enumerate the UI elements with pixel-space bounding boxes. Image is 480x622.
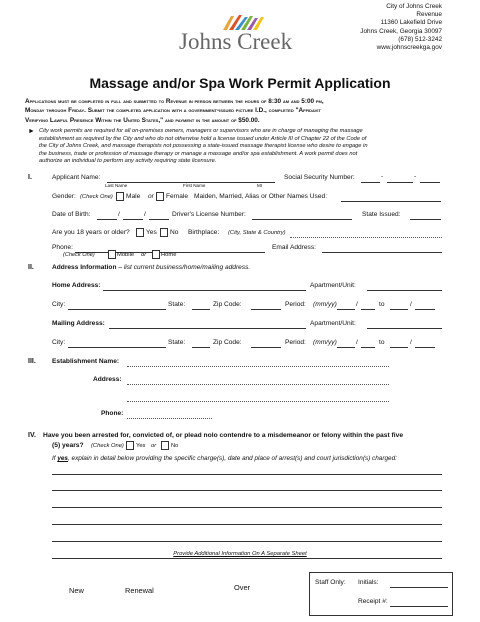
ssn-part1-field[interactable]	[361, 182, 380, 183]
section-number: IV.	[28, 432, 36, 439]
male-label: Male	[126, 193, 141, 200]
intro-line: Monday through Friday. Submit the completed application with a government-issued picture I.D., completed "Affidavit	[25, 107, 321, 115]
slash: /	[410, 339, 412, 346]
explain-line-3[interactable]	[52, 507, 442, 508]
establishment-address-label: Address:	[93, 376, 122, 383]
arrest-question: Have you been arrested for, convicted of, or plead nolo contendre to a misdemeanor or felony within the past five	[43, 432, 404, 439]
explain-line-4[interactable]	[52, 524, 442, 525]
address-info-hint: – list current business/home/mailing address.	[116, 264, 251, 271]
mailing-address-label: Mailing Address:	[52, 320, 105, 327]
last-name-caption: Last Name	[105, 183, 128, 188]
home-from-month-field[interactable]	[337, 309, 355, 310]
additional-info-note: Provide Additional Information On A Separate Sheet	[173, 551, 307, 557]
mailing-state-field[interactable]	[192, 347, 210, 348]
receipt-label: Receipt #:	[358, 598, 388, 605]
agency-line: Johns Creek, Georgia 30097	[360, 27, 442, 35]
agency-line: City of Johns Creek	[386, 3, 442, 10]
home-to-year-field[interactable]	[415, 309, 435, 310]
ssn-part3-field[interactable]	[420, 182, 440, 183]
mailing-from-year-field[interactable]	[361, 347, 375, 348]
or-label: or	[148, 193, 154, 200]
male-checkbox[interactable]	[116, 192, 124, 201]
home-address-field[interactable]	[103, 290, 306, 291]
notice-line: the City of Johns Creek, and massage therapists not possessing a state-issued massage therapist license who desire to engage in	[39, 143, 368, 150]
new-option: New	[69, 586, 84, 595]
receipt-field[interactable]	[390, 606, 448, 607]
age-no-checkbox[interactable]	[160, 228, 168, 237]
address-info-title: Address Information	[52, 264, 117, 271]
maiden-names-field[interactable]	[341, 201, 441, 202]
slash: /	[356, 339, 358, 346]
establishment-name-label: Establishment Name:	[52, 358, 120, 365]
staff-only-label: Staff Only:	[315, 579, 346, 586]
dob-day-field[interactable]	[123, 219, 143, 220]
maiden-names-label: Maiden, Married, Alias or Other Names Used:	[194, 193, 328, 200]
state-issued-label: State Issued:	[362, 211, 401, 218]
notice-line: City work permits are required for all on-premises owners, managers or supervisors who are in charge of managing the massage	[39, 128, 363, 134]
mailing-zip-field[interactable]	[251, 347, 281, 348]
birthplace-label: Birthplace:	[188, 229, 220, 236]
female-checkbox[interactable]	[156, 192, 164, 201]
mailing-state-label: State:	[168, 339, 186, 346]
state-issued-field[interactable]	[410, 219, 441, 220]
mailing-city-field[interactable]	[68, 347, 166, 348]
age-no-label: No	[170, 229, 179, 236]
email-label: Email Address:	[272, 244, 316, 251]
gender-check-one: (Check One)	[80, 194, 113, 200]
city-logo	[179, 14, 299, 54]
logo-text: Johns Creek	[179, 29, 293, 54]
phone-check-one: (Check One)	[63, 252, 95, 258]
agency-line: Revenue	[416, 11, 442, 19]
home-zip-field[interactable]	[251, 309, 281, 310]
mailing-from-month-field[interactable]	[337, 347, 355, 348]
home-state-label: State:	[168, 301, 186, 308]
home-address-label: Home Address:	[52, 282, 101, 289]
mailing-period-label: Period:	[285, 339, 306, 346]
intro-line: Applications must be completed in full and submitted to Revenue in person between the hours of 8:30 am and 5:00 pm,	[25, 98, 324, 105]
establishment-address-field[interactable]	[127, 384, 389, 385]
mi-caption: MI	[257, 183, 263, 188]
notice-bullet-icon: ►	[28, 128, 35, 135]
slash: /	[356, 301, 358, 308]
home-to-month-field[interactable]	[390, 309, 408, 310]
home-apt-label: Apartment/Unit:	[310, 282, 356, 289]
renewal-option: Renewal	[125, 586, 154, 595]
birthplace-hint: (City, State & Country)	[228, 230, 286, 236]
home-city-label: City:	[52, 301, 66, 308]
mailing-apt-field[interactable]	[367, 328, 442, 329]
intro	[25, 97, 324, 125]
ssn-separator: -	[381, 173, 384, 180]
home-period-label: Period:	[285, 301, 306, 308]
dob-year-field[interactable]	[149, 219, 169, 220]
page-title: Massage and/or Spa Work Permit Application	[89, 75, 391, 91]
explain-yes: yes	[57, 455, 68, 462]
email-field[interactable]	[322, 252, 442, 253]
ssn-label: Social Security Number:	[284, 174, 355, 181]
intro-line: Verifying Lawful Presence Within the United States," and payment in the amount of $50.00.	[25, 116, 260, 124]
establishment-phone-field[interactable]	[127, 418, 212, 419]
explain-line-2[interactable]	[52, 490, 442, 491]
arrest-question-cont: (5) years?	[52, 442, 84, 449]
notice-line: the business, trade or profession of massage therapy or manage a massage and/or spa establishment. A work permit does not	[39, 150, 358, 157]
drivers-license-field[interactable]	[252, 219, 352, 220]
notice	[39, 128, 367, 166]
address-info-heading	[52, 264, 250, 271]
section-number: II.	[28, 264, 34, 271]
or-label: or	[141, 252, 147, 258]
home-state-field[interactable]	[192, 309, 210, 310]
age-label: Are you 18 years or older?	[52, 229, 130, 236]
dob-label: Date of Birth:	[52, 211, 91, 218]
home-apt-field[interactable]	[367, 290, 442, 291]
slash: /	[410, 301, 412, 308]
ssn-separator: -	[414, 173, 417, 180]
explain-line-5[interactable]	[52, 541, 442, 542]
initials-field[interactable]	[390, 587, 448, 588]
age-yes-checkbox[interactable]	[136, 228, 144, 237]
birthplace-field[interactable]	[290, 237, 442, 238]
explain-instruction	[52, 455, 397, 462]
age-yes-label: Yes	[146, 229, 157, 236]
mobile-label: Mobile	[117, 252, 135, 258]
mailing-to-month-field[interactable]	[390, 347, 408, 348]
mailing-city-label: City:	[52, 339, 66, 346]
mailing-to-year-field[interactable]	[415, 347, 435, 348]
mailing-mmyy-hint: (mm/yy)	[313, 339, 337, 346]
dob-slash: /	[144, 211, 146, 218]
establishment-phone-label: Phone:	[101, 410, 124, 417]
explain-prefix: If	[52, 455, 58, 462]
to-label: to	[379, 339, 385, 346]
establishment-name-field[interactable]	[127, 366, 389, 367]
mailing-zip-label: Zip Code:	[213, 339, 242, 346]
home-mmyy-hint: (mm/yy)	[313, 301, 337, 308]
dob-slash: /	[118, 211, 120, 218]
section-number: III.	[28, 358, 36, 365]
ssn-part2-field[interactable]	[387, 182, 413, 183]
explain-line-1[interactable]	[52, 474, 442, 475]
notice-line: authorize an individual to perform any activity requiring state licensure.	[39, 158, 217, 165]
section-number: I.	[28, 174, 32, 181]
mobile-checkbox[interactable]	[108, 250, 116, 259]
female-label: Female	[166, 193, 188, 200]
arrest-no-label: No	[171, 443, 179, 449]
staff-only-box	[309, 572, 453, 616]
applicant-name-label: Applicant Name:	[52, 174, 101, 181]
arrest-yes-checkbox[interactable]	[126, 441, 134, 450]
home-checkbox[interactable]	[152, 250, 160, 259]
arrest-check-one: (Check One)	[91, 443, 124, 449]
mailing-address-field[interactable]	[109, 328, 306, 329]
agency-line: (678) 512-3242	[398, 35, 442, 43]
agency-line: 11360 Lakefield Drive	[380, 19, 442, 27]
home-zip-label: Zip Code:	[213, 301, 242, 308]
home-label: Home	[161, 252, 177, 258]
or-label: or	[151, 443, 157, 449]
explain-rest: , explain in detail below providing the specific charge(s), date and place of arrest(s) and court jurisdiction(s) charged:	[68, 455, 397, 462]
agency-address	[360, 3, 442, 52]
over-label: Over	[234, 583, 251, 592]
establishment-address-line2[interactable]	[127, 401, 389, 402]
gender-label: Gender:	[52, 193, 76, 200]
mailing-apt-label: Apartment/Unit:	[310, 320, 356, 327]
drivers-license-label: Driver's License Number:	[172, 211, 246, 218]
initials-label: Initials:	[358, 579, 379, 586]
notice-line: establishment as required by the City and who do not otherwise hold a license issued under Article III of Chapter 22 of the Code of	[39, 135, 367, 142]
first-name-caption: First Name	[183, 183, 206, 188]
home-from-year-field[interactable]	[361, 309, 375, 310]
to-label: to	[379, 301, 385, 308]
home-city-field[interactable]	[68, 309, 166, 310]
arrest-no-checkbox[interactable]	[161, 441, 169, 450]
explain-line-6[interactable]	[52, 558, 442, 559]
arrest-yes-label: Yes	[136, 443, 146, 449]
agency-line: www.johnscreekga.gov	[376, 44, 442, 52]
phone-label: Phone:	[52, 244, 73, 251]
dob-month-field[interactable]	[97, 219, 117, 220]
